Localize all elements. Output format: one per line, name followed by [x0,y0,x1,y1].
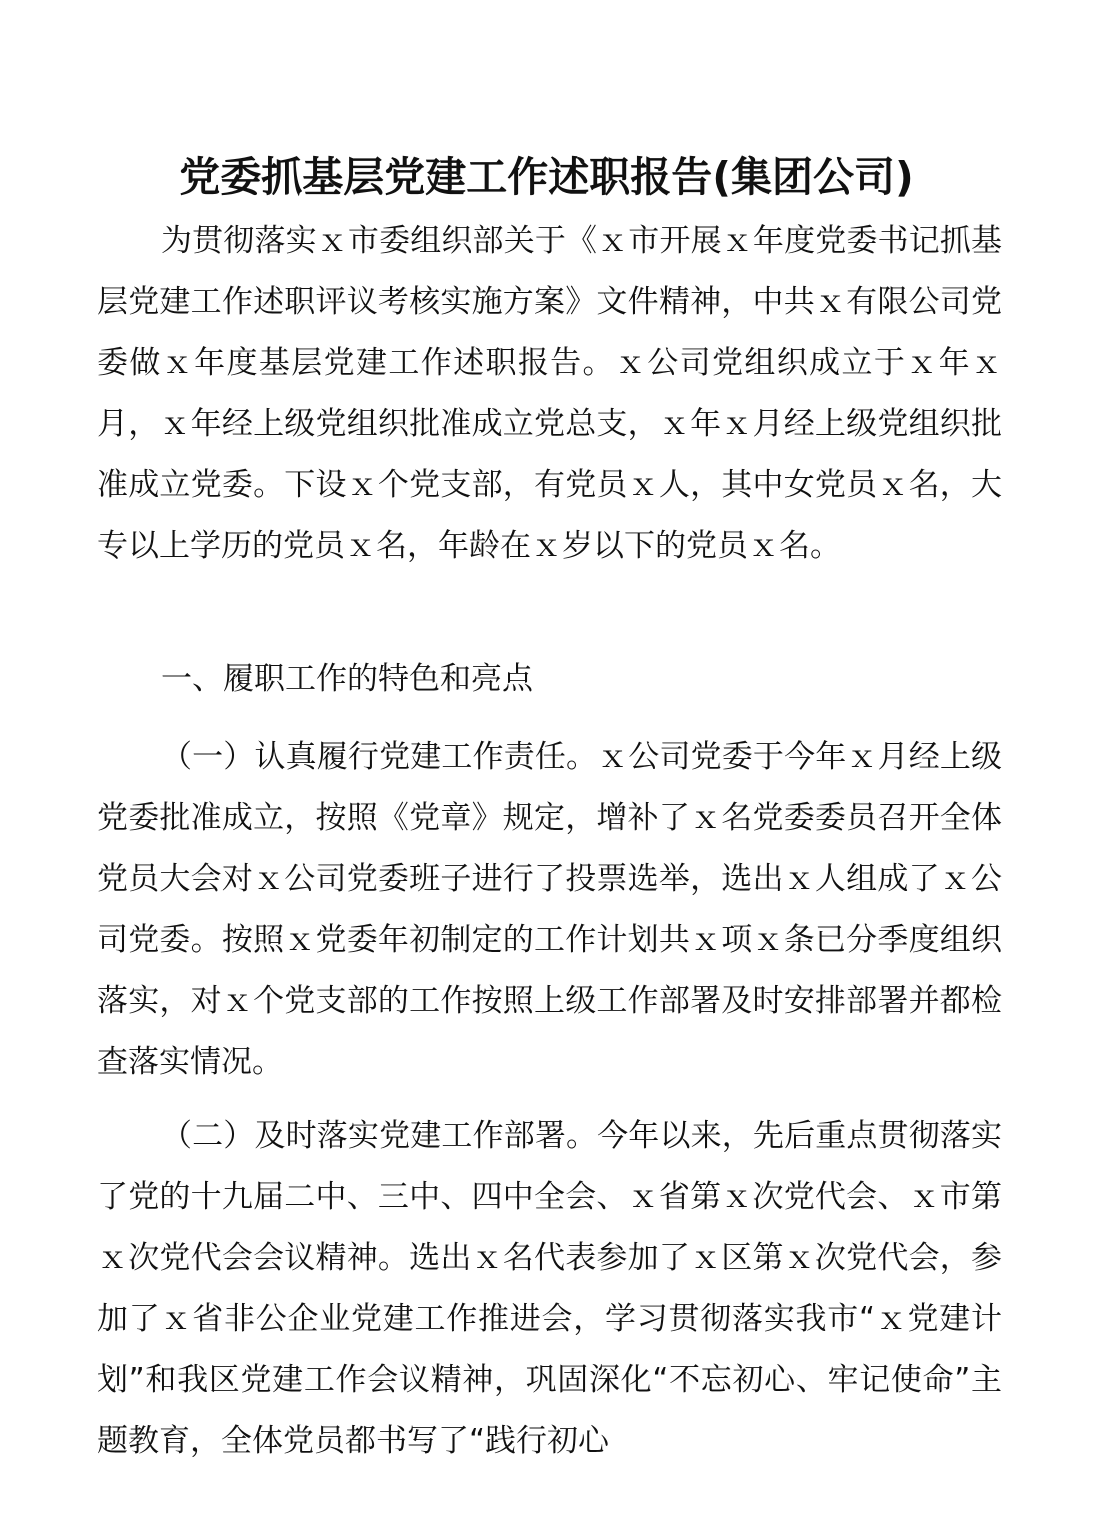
section-heading: 一、履职工作的特色和亮点 [161,661,533,697]
intro-paragraph-block [97,211,1002,577]
paragraph-block-one [97,727,1002,1093]
paragraph-block-two [97,1106,1002,1472]
paragraph-one: （一）认真履行党建工作责任。ｘ公司党委于今年ｘ月经上级党委批准成立，按照《党章》规定，增补了ｘ名党委委员召开全体党员大会对ｘ公司党委班子进行了投票选举，选出ｘ人组成了ｘ公司党委。按照ｘ党委年初制定的工作计划共ｘ项ｘ条已分季度组织落实，对ｘ个党支部的工作按照上级工作部署及时安排部署并都检查落实情况。 [97,739,1002,1080]
document-title: 党委抓基层党建工作述职报告(集团公司) [179,153,914,201]
intro-paragraph: 为贯彻落实ｘ市委组织部关于《ｘ市开展ｘ年度党委书记抓基层党建工作述职评议考核实施方案》文件精神，中共ｘ有限公司党委做ｘ年度基层党建工作述职报告。ｘ公司党组织成立于ｘ年ｘ月，ｘ年经上级党组织批准成立党总支，ｘ年ｘ月经上级党组织批准成立党委。下设ｘ个党支部，有党员ｘ人，其中女党员ｘ名，大专以上学历的党员ｘ名，年龄在ｘ岁以下的党员ｘ名。 [97,223,1002,564]
paragraph-two: （二）及时落实党建工作部署。今年以来，先后重点贯彻落实了党的十九届二中、三中、四中全会、ｘ省第ｘ次党代会、ｘ市第ｘ次党代会会议精神。选出ｘ名代表参加了ｘ区第ｘ次党代会，参加了ｘ省非公企业党建工作推进会，学习贯彻落实我市“ｘ党建计划”和我区党建工作会议精神，巩固深化“不忘初心、牢记使命”主题教育，全体党员都书写了“践行初心 [97,1118,1002,1459]
